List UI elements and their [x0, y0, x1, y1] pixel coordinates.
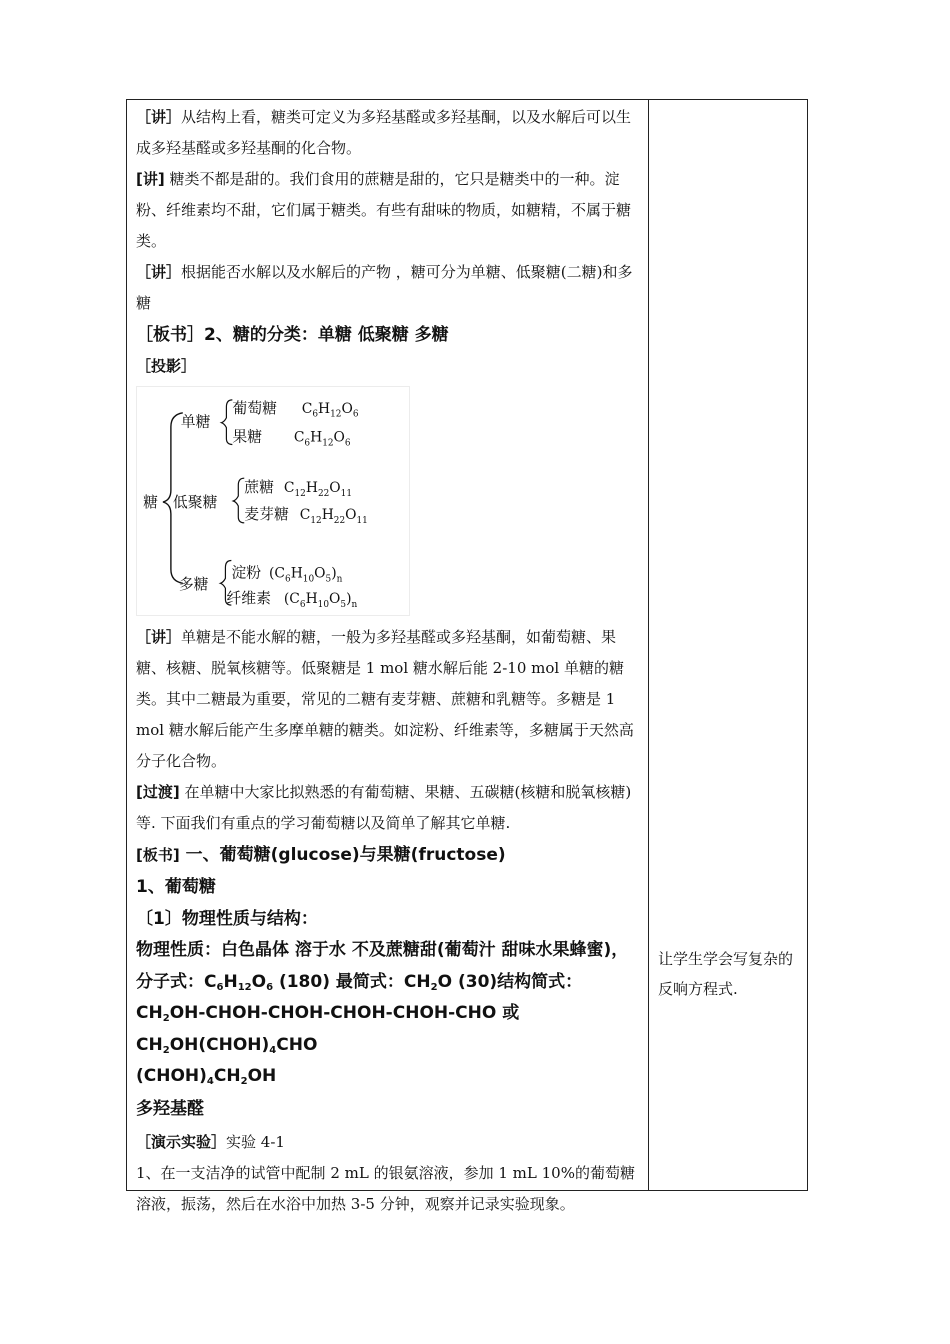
- diagram-root: 糖: [143, 492, 159, 511]
- board-classification: ［板书］2、糖的分类：单糖 低聚糖 多糖: [136, 325, 449, 345]
- lesson-content: [136, 102, 644, 1220]
- heading-glucose: 1、葡萄糖: [136, 877, 216, 897]
- paragraph-structure: ［讲］从结构上看，糖类可定义为多羟基醛或多羟基酮，以及水解后可以生成多羟基醛或多羟基酮的化合物。: [136, 108, 632, 157]
- diagram-cellulose-formula: $(C_6H_{10}O_5)_n$: [283, 591, 358, 611]
- diagram-glucose-formula: $C_6H_{12}O_6$: [301, 400, 359, 420]
- paragraph-classification: ［讲］根据能否水解以及水解后的产物 ，糖可分为单糖、低聚糖(二糖)和多糖: [136, 263, 633, 312]
- diagram-starch: 淀粉: [231, 563, 262, 582]
- heading-physical-properties: 〔1〕物理性质与结构：: [136, 909, 318, 929]
- teaching-note: 让学生学会写复杂的反响方程式.: [658, 950, 794, 998]
- diagram-maltose: 麦芽糖: [244, 504, 289, 523]
- projection-label: ［投影］: [136, 357, 197, 375]
- paragraph-transition: [过渡] 在单糖中大家比拟熟悉的有葡萄糖、果糖、五碳糖(核糖和脱氧核糖)等. 下面我们有重点的学习葡萄糖以及简单了解其它单糖.: [136, 783, 632, 832]
- diagram-starch-formula: $(C_6H_{10}O_5)_n$: [269, 565, 343, 585]
- column-divider: [648, 99, 649, 1191]
- paragraph-definitions: ［讲］单糖是不能水解的糖，一般为多羟基醛或多羟基酮，如葡萄糖、果糖、核糖、脱氧核糖等。低聚糖是 1 mol 糖水解后能 2-10 mol 单糖的糖类。其中二糖最为重要，常见的二糖有麦芽糖、蔗糖和乳糖等。多糖是 1 mol 糖水解后能产生多摩单糖的糖类。如淀粉、纤维素等，多糖属于天然高分子化合物。: [136, 628, 634, 770]
- board-glucose-fructose: [板书] 一、葡萄糖(glucose)与果糖(fructose): [136, 845, 506, 865]
- diagram-maltose-formula: $C_{12}H_{22}O_{11}$: [299, 506, 368, 526]
- diagram-oligo: 低聚糖: [172, 492, 218, 511]
- diagram-poly: 多糖: [178, 575, 209, 594]
- diagram-sucrose: 蔗糖: [244, 478, 274, 497]
- physical-properties-text: 物理性质：白色晶体 溶于水 不及蔗糖甜(葡萄汁 甜味水果蜂蜜)，分子式：$C_6H_{12}O_6$ (180) 最简式：$CH_2O$ (30)结构简式： $CH_2OH-CHOH-CHOH-CHOH-CHOH$-CHO 或 $CH_2OH(CHOH)_4CHO$ $(CHOH)_4CH_2OH$: [136, 940, 629, 1087]
- paragraph-sweetness: [讲] 糖类不都是甜的。我们食用的蔗糖是甜的，它只是糖类中的一种。淀粉、纤维素均不甜，它们属于糖类。有些有甜味的物质，如糖精，不属于糖类。: [136, 170, 632, 250]
- diagram-fructose-formula: $C_6H_{12}O_6$: [293, 429, 351, 449]
- diagram-glucose: 葡萄糖: [232, 398, 277, 417]
- diagram-cellulose: 纤维素: [226, 589, 272, 608]
- sugar-classification-diagram: [136, 386, 410, 616]
- diagram-mono: 单糖: [180, 412, 211, 431]
- demo-experiment: ［演示实验］实验 4-1: [136, 1132, 285, 1151]
- diagram-fructose: 果糖: [232, 427, 263, 446]
- diagram-sucrose-formula: $C_{12}H_{22}O_{11}$: [283, 480, 353, 500]
- polyhydroxy-aldehyde: 多羟基醛: [136, 1098, 204, 1119]
- experiment-step-1: 1、在一支洁净的试管中配制 2 mL 的银氨溶液，参加 1 mL 10%的葡萄糖溶液，振荡，然后在水浴中加热 3-5 分钟，观察并记录实验现象。: [136, 1163, 635, 1213]
